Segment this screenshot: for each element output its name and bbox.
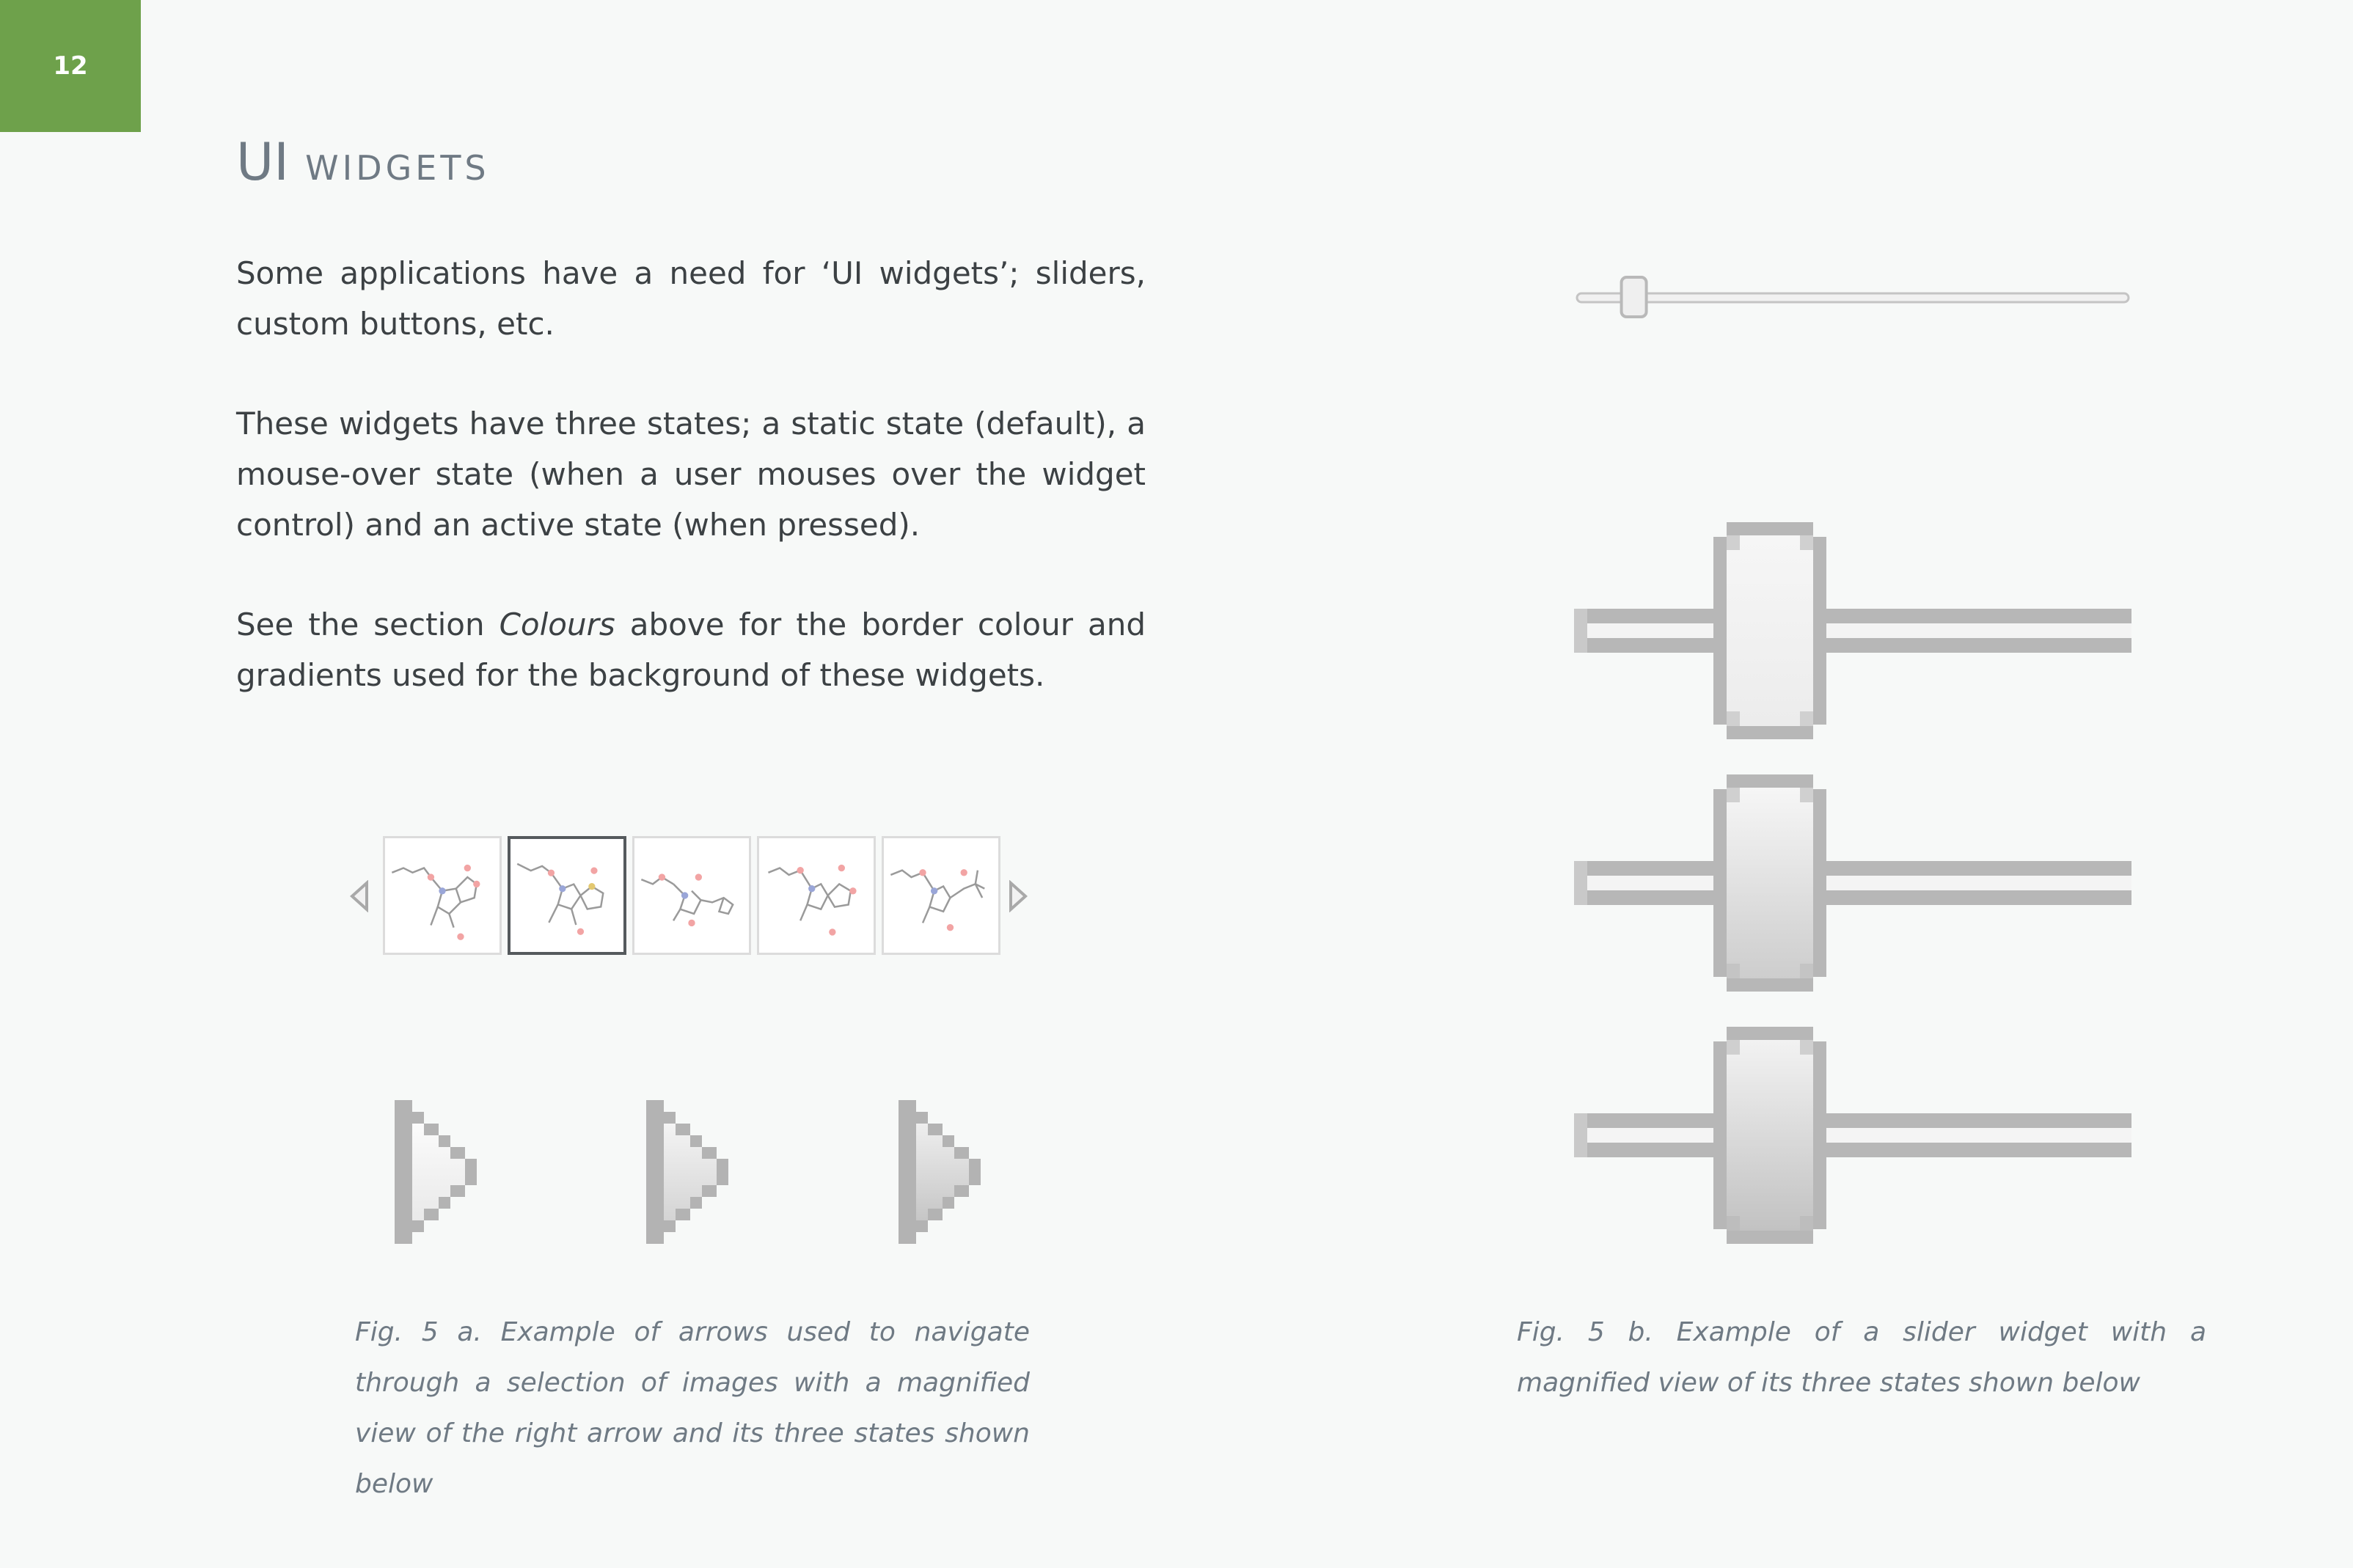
page-number: 12 xyxy=(53,51,88,81)
thumbnail-selected[interactable] xyxy=(508,836,626,955)
slider-static-state xyxy=(1574,522,2131,739)
molecule-image xyxy=(759,838,874,953)
next-arrow-icon[interactable] xyxy=(1008,880,1028,912)
slider-widget[interactable] xyxy=(1574,271,2131,323)
right-arrow-active-state xyxy=(899,1100,989,1244)
section-title-small: WIDGETS xyxy=(305,148,490,188)
colours-paragraph xyxy=(236,599,1146,700)
molecule-image xyxy=(385,838,499,953)
colours-paragraph-end: above for the border colour and gradients used for the background of these widgets. xyxy=(236,607,1146,693)
figure-5a-caption: Fig. 5 a. Example of arrows used to navigate through a selection of images with a magnified view of the right arrow and its three states shown below xyxy=(355,1317,1030,1499)
right-arrow-mouseover-state xyxy=(646,1100,737,1244)
thumbnail[interactable] xyxy=(882,836,1000,955)
previous-arrow-icon[interactable] xyxy=(349,880,370,912)
thumbnail[interactable] xyxy=(632,836,751,955)
colours-link-text: Colours xyxy=(499,607,615,642)
slider-thumb[interactable] xyxy=(1622,277,1647,317)
page-number-badge xyxy=(0,0,141,132)
section-title xyxy=(236,132,490,192)
section-title-main: UI xyxy=(236,132,289,192)
intro-paragraph: Some applications have a need for ‘UI widgets’; sliders, custom buttons, etc. xyxy=(236,255,1146,342)
molecule-image xyxy=(884,838,998,953)
states-paragraph: These widgets have three states; a static state (default), a mouse-over state (when a user mouses over the widget control) and an active state (when pressed). xyxy=(236,406,1146,543)
figure-5b-caption: Fig. 5 b. Example of a slider widget with a magnified view of its three states shown below xyxy=(1517,1317,2206,1398)
thumbnail[interactable] xyxy=(757,836,876,955)
thumbnail[interactable] xyxy=(383,836,502,955)
colours-paragraph-start: See the section xyxy=(236,607,499,642)
image-selector-strip xyxy=(345,829,1020,961)
right-arrow-static-state xyxy=(395,1100,486,1244)
slider-active-state xyxy=(1574,1027,2131,1244)
molecule-image xyxy=(511,839,623,952)
molecule-image xyxy=(634,838,749,953)
slider-mouseover-state xyxy=(1574,774,2131,992)
